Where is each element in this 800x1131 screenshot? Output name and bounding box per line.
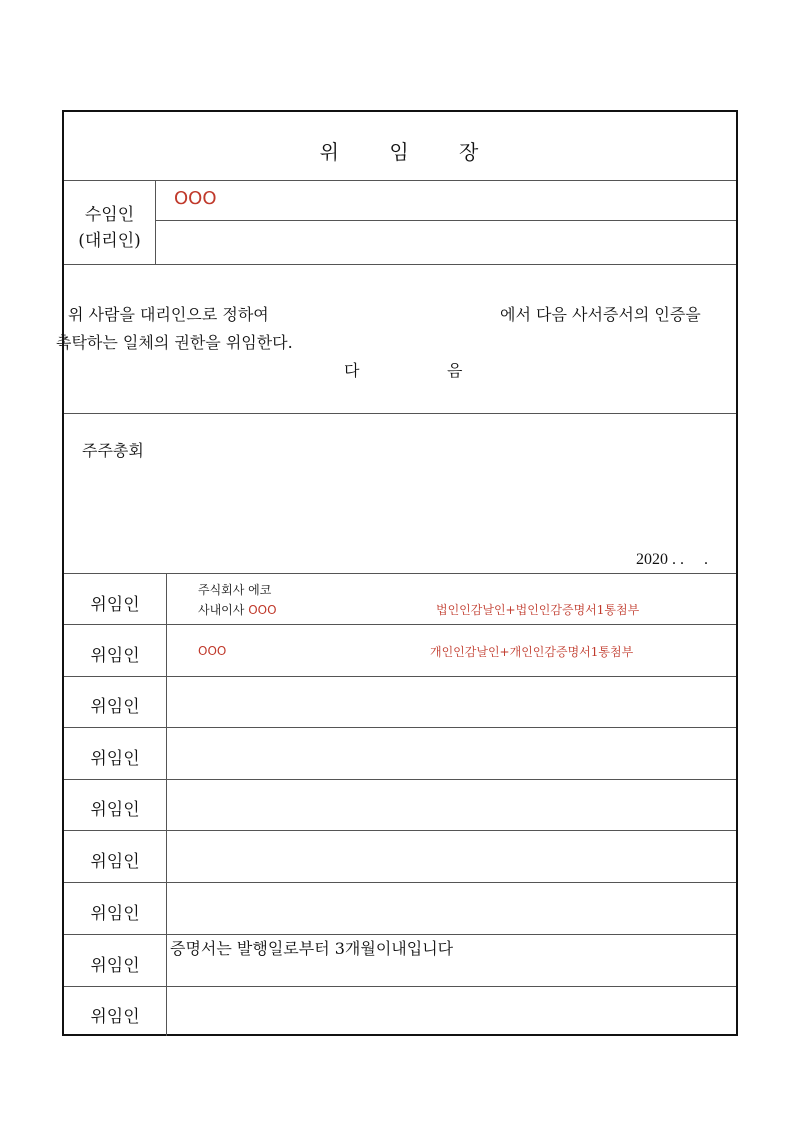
title-char-1: 위 xyxy=(319,140,341,164)
divider xyxy=(64,779,736,780)
title-char-3: 장 xyxy=(459,140,481,164)
statement-line2: 촉탁하는 일체의 권한을 위임한다. xyxy=(56,333,293,352)
divider xyxy=(155,220,736,221)
divider xyxy=(64,727,736,728)
divider xyxy=(64,830,736,831)
power-of-attorney-form xyxy=(56,110,738,1036)
title-char-2: 임 xyxy=(389,140,411,164)
document-title xyxy=(64,136,736,165)
date-blanks: . . xyxy=(680,551,716,568)
da-char: 다 xyxy=(344,361,360,380)
divider xyxy=(166,573,167,1036)
divider xyxy=(64,413,736,414)
principal-label: 위임인 xyxy=(90,646,140,666)
divider xyxy=(64,264,736,265)
principal-label: 위임인 xyxy=(90,904,140,924)
matter-text: 주주총회 xyxy=(82,441,144,460)
principal-name: OOO xyxy=(198,644,227,658)
divider xyxy=(64,573,736,574)
divider xyxy=(64,624,736,625)
date-line xyxy=(636,551,716,569)
principal-label: 위임인 xyxy=(90,800,140,820)
principal-label: 위임인 xyxy=(90,852,140,872)
validity-note: 증명서는 발행일로부터 3개월이내입니다 xyxy=(170,939,454,958)
principal-name: OOO xyxy=(248,603,277,617)
agent-label: 수임인 xyxy=(84,205,135,225)
principal-company: 주식회사 에코 xyxy=(198,583,272,597)
principal-title-name xyxy=(198,601,277,618)
divider xyxy=(64,986,736,987)
principal-label: 위임인 xyxy=(90,697,140,717)
eum-char: 음 xyxy=(447,361,463,380)
divider xyxy=(64,180,736,181)
principal-label: 위임인 xyxy=(90,595,140,615)
principal-label: 위임인 xyxy=(90,956,140,976)
principal-title: 사내이사 xyxy=(198,603,245,617)
principal-label: 위임인 xyxy=(90,1007,140,1027)
divider xyxy=(64,882,736,883)
principal-label: 위임인 xyxy=(90,749,140,769)
seal-note: 개인인감날인+개인인감증명서1통첨부 xyxy=(430,645,634,659)
statement-part2: 에서 다음 사서증서의 인증을 xyxy=(500,305,701,324)
agent-name: OOO xyxy=(174,188,217,209)
seal-note: 법인인감날인+법인인감증명서1통첨부 xyxy=(436,603,640,617)
statement-part1: 위 사람을 대리인으로 정하여 xyxy=(68,305,269,324)
divider xyxy=(64,934,736,935)
agent-label-sub: (대리인) xyxy=(78,231,141,251)
date-year: 2020 . xyxy=(636,551,676,568)
divider xyxy=(64,676,736,677)
divider xyxy=(155,180,156,264)
